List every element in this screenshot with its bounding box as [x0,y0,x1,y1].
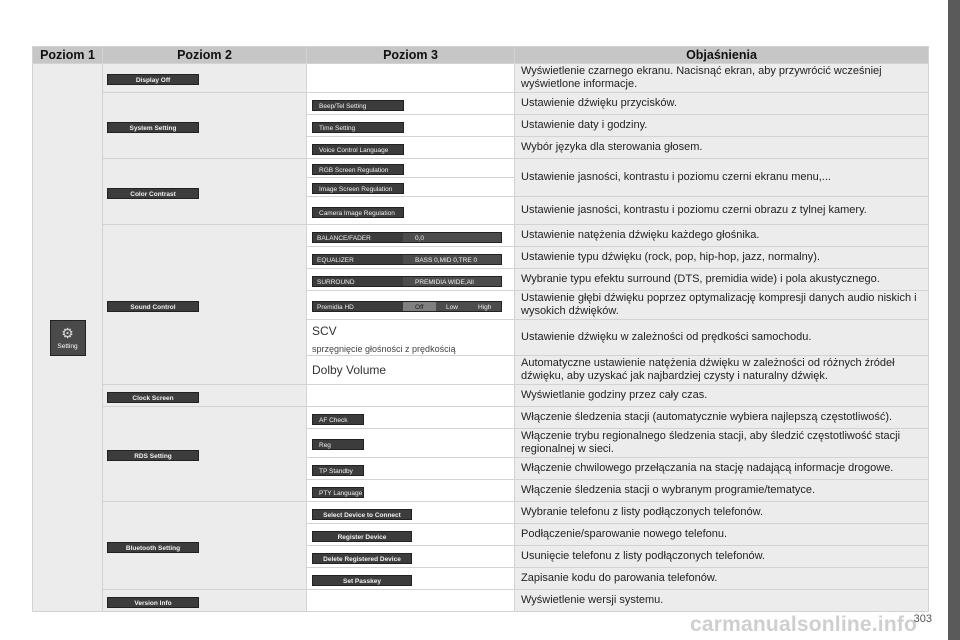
display-off-button[interactable]: Display Off [107,74,199,85]
equalizer-label: EQUALIZER [317,256,354,264]
pty-language-button[interactable]: PTY Language [312,487,364,498]
level3-cell [307,320,515,356]
level2-cell [103,502,307,590]
explanation-cell: Ustawienie dźwięku przycisków. [515,93,929,115]
surround-button[interactable] [312,276,502,287]
table-row [33,407,929,429]
page-edge-bar [948,0,960,640]
explanation-cell: Ustawienie jasności, kontrastu i poziomu czerni obrazu z tylnej kamery. [515,197,929,225]
header-level1: Poziom 1 [33,47,103,64]
explanation-cell: Ustawienie jasności, kontrastu i poziomu czerni ekranu menu,... [515,159,929,197]
setting-button[interactable] [50,320,86,356]
af-check-button[interactable]: AF Check [312,414,364,425]
header-level3: Poziom 3 [307,47,515,64]
surround-label: SURROUND [317,278,355,286]
version-info-button[interactable]: Version Info [107,597,199,608]
explanation-cell: Ustawienie typu dźwięku (rock, pop, hip-hop, jazz, normalny). [515,247,929,269]
watermark: carmanualsonline.info [690,613,918,636]
header-level2: Poziom 2 [103,47,307,64]
level3-cell [307,159,515,178]
set-passkey-button[interactable]: Set Passkey [312,575,412,586]
clock-screen-button[interactable]: Clock Screen [107,392,199,403]
surround-value: PREMIDIA WIDE,All [403,277,501,286]
level2-cell [103,225,307,385]
camera-image-regulation-button[interactable]: Camera Image Regulation [312,207,404,218]
explanation-cell: Ustawienie dźwięku w zależności od prędkości samochodu. [515,320,929,356]
table-row [33,225,929,247]
premidia-hd-options [403,302,501,311]
balance-fader-label: BALANCE/FADER [317,234,371,242]
explanation-cell: Włączenie śledzenia stacji o wybranym programie/tematyce. [515,480,929,502]
premidia-hd-label: Premidia HD [317,304,354,311]
level3-cell-empty [307,590,515,612]
level3-cell [307,137,515,159]
level3-cell [307,568,515,590]
table-row [33,64,929,93]
gear-icon: ⚙ [61,324,74,341]
voice-control-language-button[interactable]: Voice Control Language [312,144,404,155]
level2-cell [103,93,307,159]
explanation-cell: Wyświetlenie czarnego ekranu. Nacisnąć ekran, aby przywrócić wcześniej wyświetlone informacje. [515,64,929,93]
table-row [33,93,929,115]
level3-cell [307,458,515,480]
page-number: 303 [913,613,932,625]
table-header-row [33,47,929,64]
equalizer-button[interactable] [312,254,502,265]
level3-cell [307,546,515,568]
level1-cell [33,64,103,612]
explanation-cell: Ustawienie głębi dźwięku poprzez optymalizację kompresji danych audio niskich i wysokich dźwięków. [515,291,929,320]
scv-sublabel: sprzęgnięcie głośności z prędkością [312,343,456,354]
level3-cell [307,269,515,291]
color-contrast-button[interactable]: Color Contrast [107,188,199,199]
explanation-cell: Wybór języka dla sterowania głosem. [515,137,929,159]
explanation-cell: Wyświetlenie wersji systemu. [515,590,929,612]
equalizer-value: BASS 0,MID 0,TRE 0 [403,255,501,264]
table-row [33,590,929,612]
reg-button[interactable]: Reg [312,439,364,450]
level3-cell [307,407,515,429]
level3-cell [307,225,515,247]
explanation-cell: Wybranie telefonu z listy podłączonych telefonów. [515,502,929,524]
explanation-cell: Włączenie śledzenia stacji (automatycznie wybiera najlepszą częstotliwość). [515,407,929,429]
premidia-hd-option-high[interactable]: High [477,304,492,311]
level3-cell [307,356,515,385]
level3-cell [307,93,515,115]
explanation-cell: Automatyczne ustawienie natężenia dźwięku w zależności od różnych źródeł dźwięku, aby uzyskać jak najbardziej czysty i naturalny dźwięk. [515,356,929,385]
explanation-cell: Wyświetlanie godziny przez cały czas. [515,385,929,407]
level2-cell [103,159,307,225]
level3-cell-empty [307,64,515,93]
image-screen-regulation-button[interactable]: Image Screen Regulation [312,183,404,194]
level2-cell [103,407,307,502]
level3-cell [307,480,515,502]
table-row [33,385,929,407]
premidia-hd-option-low[interactable]: Low [446,304,458,311]
time-setting-button[interactable]: Time Setting [312,122,404,133]
balance-fader-value: 0,0 [403,233,501,242]
level3-cell [307,178,515,197]
register-device-button[interactable]: Register Device [312,531,412,542]
bluetooth-setting-button[interactable]: Bluetooth Setting [107,542,199,553]
level3-cell [307,524,515,546]
explanation-cell: Ustawienie natężenia dźwięku każdego głośnika. [515,225,929,247]
system-setting-button[interactable]: System Setting [107,122,199,133]
table-row [33,502,929,524]
level3-cell [307,247,515,269]
setting-label: Setting [57,342,78,350]
explanation-cell: Włączenie chwilowego przełączania na stację nadającą informacje drogowe. [515,458,929,480]
level3-cell [307,429,515,458]
level3-cell [307,115,515,137]
rgb-screen-regulation-button[interactable]: RGB Screen Regulation [312,164,404,175]
level2-cell [103,64,307,93]
settings-menu-table [32,46,929,612]
explanation-cell: Włączenie trybu regionalnego śledzenia stacji, aby śledzić częstotliwość stacji regionalnej w sieci. [515,429,929,458]
level3-cell [307,502,515,524]
premidia-hd-button[interactable] [312,301,502,312]
level2-cell [103,385,307,407]
level3-cell [307,197,515,225]
beep-tel-setting-button[interactable]: Beep/Tel Setting [312,100,404,111]
explanation-cell: Usunięcie telefonu z listy podłączonych telefonów. [515,546,929,568]
explanation-cell: Podłączenie/sparowanie nowego telefonu. [515,524,929,546]
tp-standby-button[interactable]: TP Standby [312,465,364,476]
sound-control-button[interactable]: Sound Control [107,301,199,312]
explanation-cell: Zapisanie kodu do parowania telefonów. [515,568,929,590]
level3-cell-empty [307,385,515,407]
level3-cell [307,291,515,320]
delete-registered-device-button[interactable]: Delete Registered Device [312,553,412,564]
level2-cell [103,590,307,612]
premidia-hd-option-off[interactable]: Off [403,302,436,311]
rds-setting-button[interactable]: RDS Setting [107,450,199,461]
header-explanations: Objaśnienia [515,47,929,64]
select-device-to-connect-button[interactable]: Select Device to Connect [312,509,412,520]
explanation-cell: Wybranie typu efektu surround (DTS, premidia wide) i pola akustycznego. [515,269,929,291]
explanation-cell: Ustawienie daty i godziny. [515,115,929,137]
balance-fader-button[interactable] [312,232,502,243]
table-row [33,159,929,178]
scv-label: SCV [312,323,337,338]
dolby-volume-label: Dolby Volume [312,363,387,377]
